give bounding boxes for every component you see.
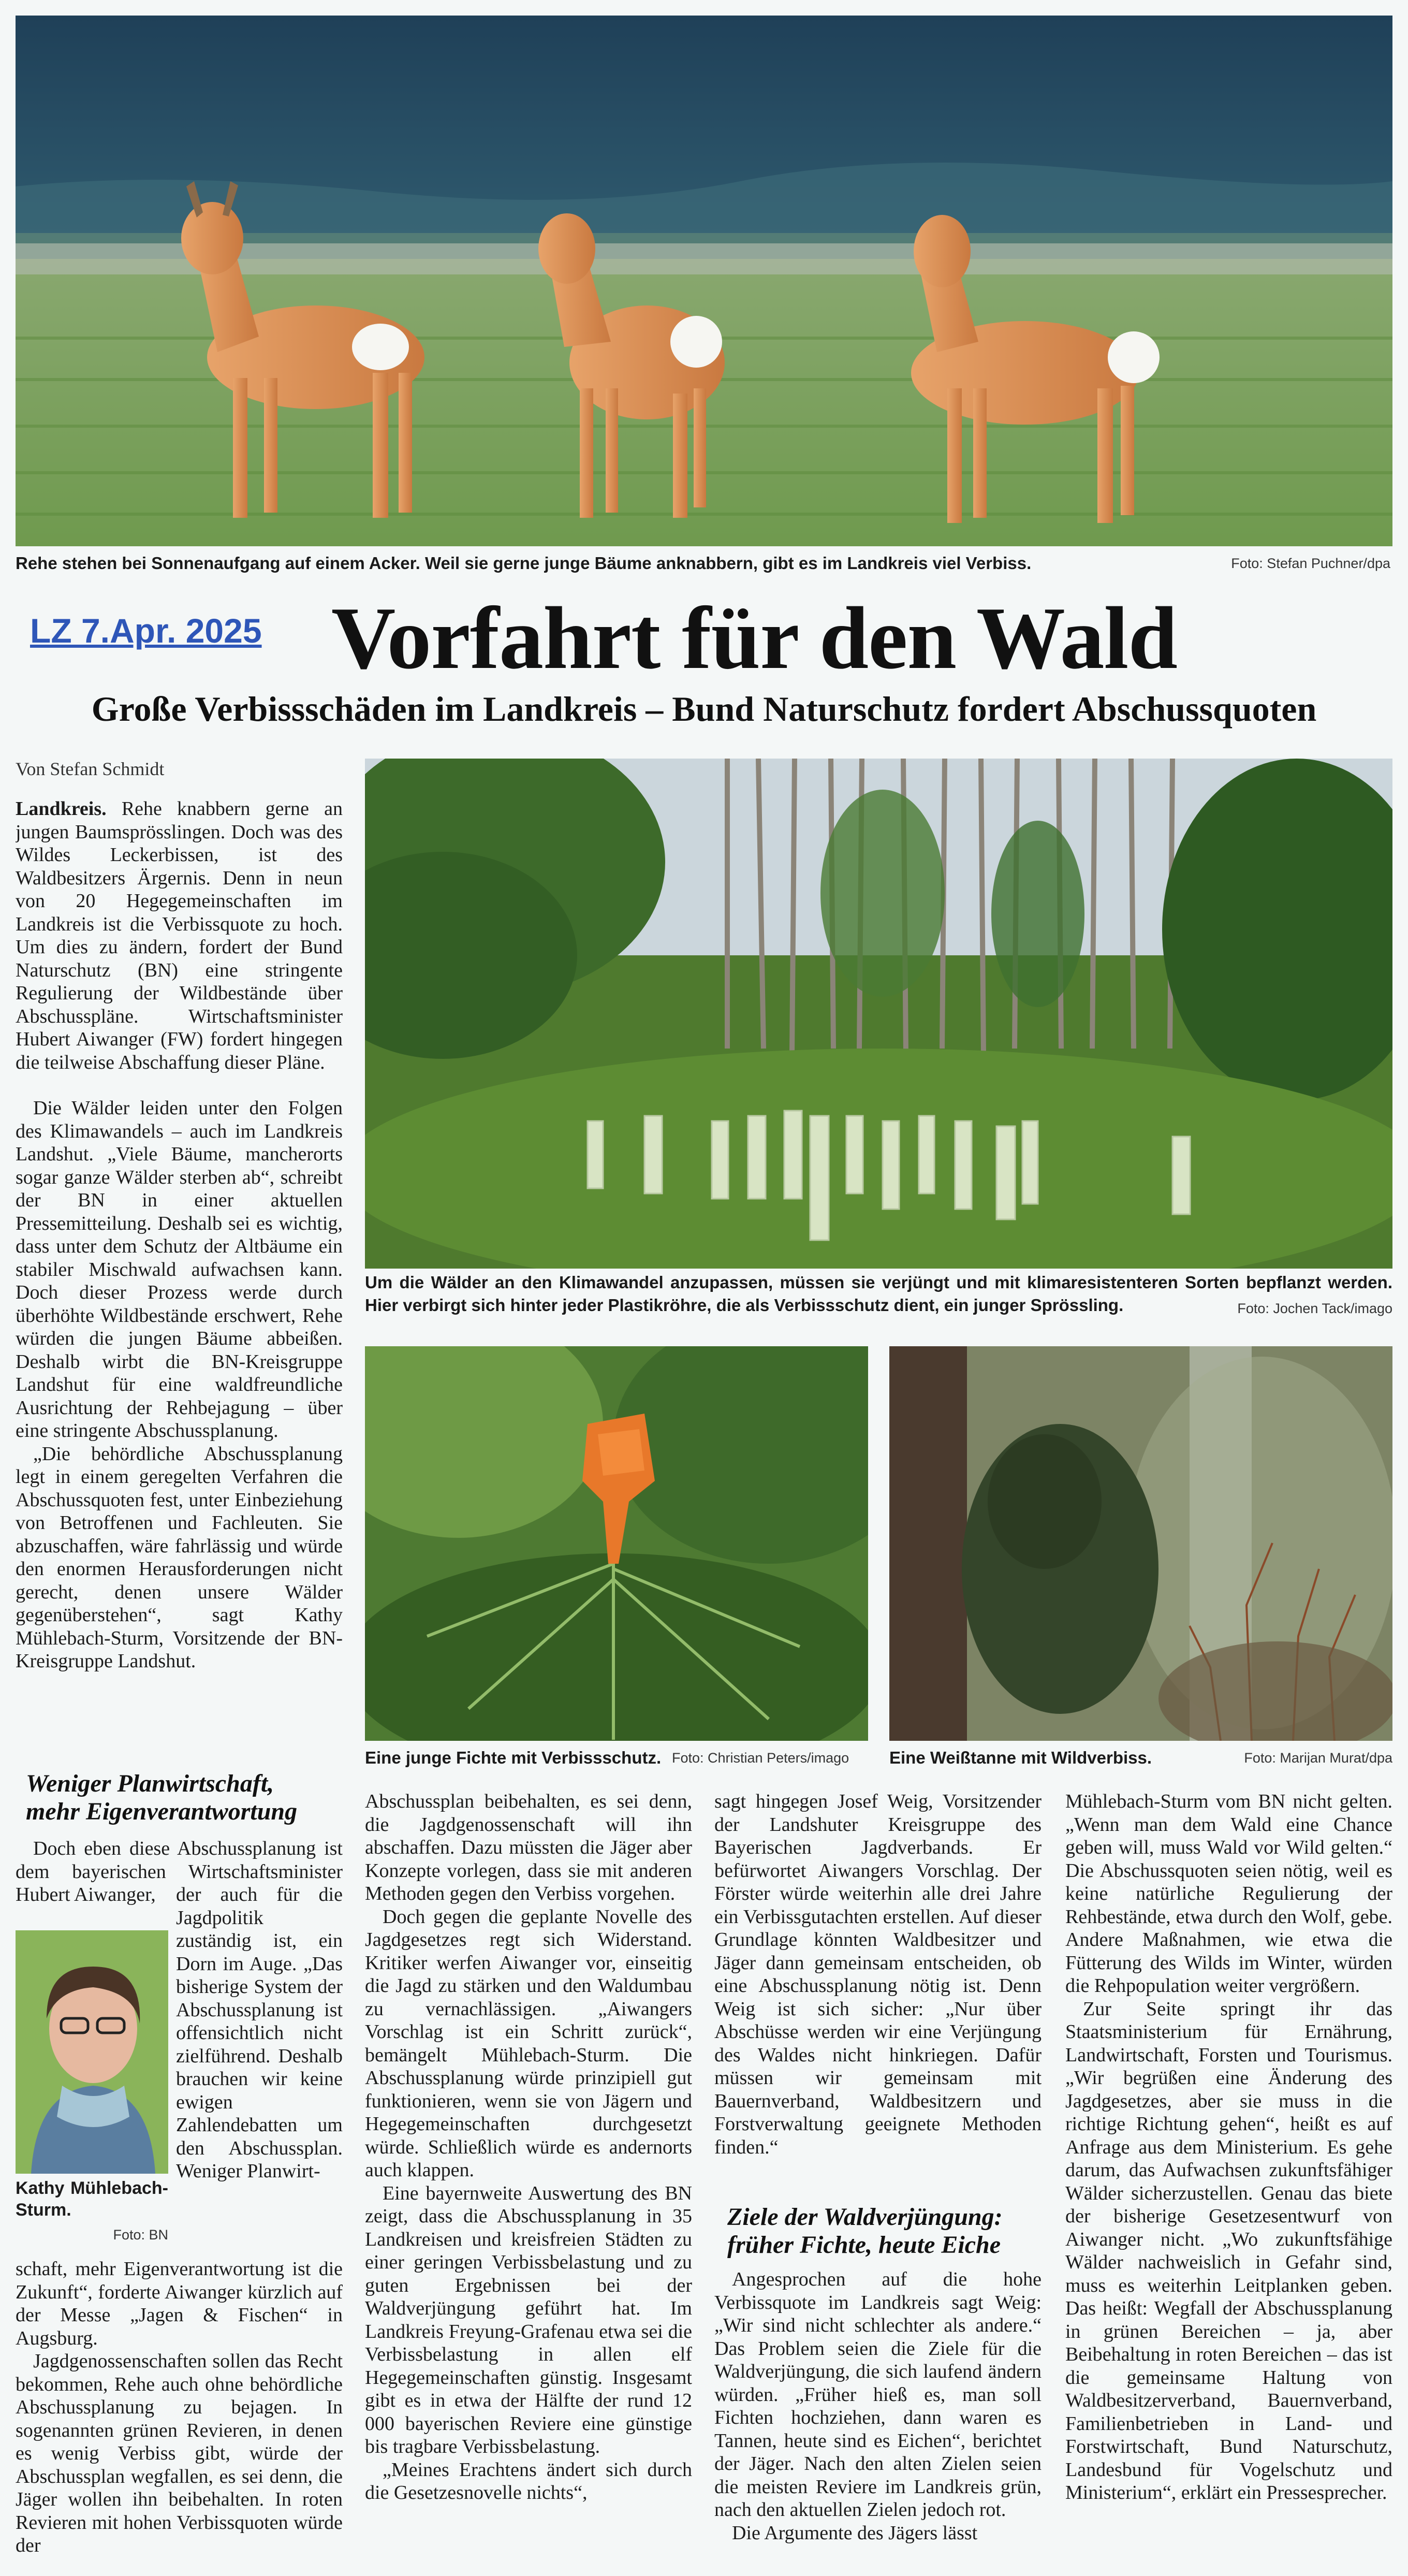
paragraph: Angesprochen auf die hohe Verbissquote im Landkreis sagt Weig: „Wir sind nicht schlechter als andere.“ Das Problem seien die Ziele für die Waldverjüngung, die sich laufend ändern würden. „Früher hieß es, man soll Fichten hochziehen, dann waren es Tannen, heute sind es Eichen“, berichtet der Jäger. Nach den alten Zielen seien die meisten Reviere im Landkreis grün, nach den aktuellen Zielen jedoch rot. [714,2268,1042,2521]
paragraph: der auch für die Jagdpolitik zuständig ist, ein Dorn im Auge. „Das bisherige System der Abschussplanung ist offensichtlich nicht zielführend. Deshalb brauchen wir keine ewigen Zahlendebatten um den Abschussplan. Weniger Planwirt- [176,1884,343,2182]
portrait-credit: Foto: BN [113,2227,168,2243]
spruce-photo-caption: Eine junge Fichte mit Verbissschutz. [365,1748,662,1767]
fir-photo-credit: Foto: Marijan Murat/dpa [1244,1750,1392,1766]
dateline: Landkreis. [16,798,107,820]
subheading-1: Weniger Planwirtschaft, mehr Eigenverantwortung [26,1770,298,1825]
date-stamp: LZ 7.Apr. 2025 [30,612,262,650]
forest-photo-credit: Foto: Jochen Tack/imago [1237,1301,1392,1316]
article-column-1-wrap [176,1883,343,2256]
paragraph: Zur Seite springt ihr das Staatsministerium für Ernährung, Landwirtschaft, Forsten und Tourismus. „Wir begrüßen eine Änderung des Jagdgesetzes, aber sie muss in die richtige Richtung gehen“, heißt es auf Anfrage aus dem Ministerium. Es gehe darum, das Aufwachsen zukunftsfähiger Wälder sicherzustellen. Genau das biete der bisherige Gesetzesentwurf von Aiwanger nicht. „Wo zukunftsfähige Wälder nachweislich in Gefahr sind, muss es weiterhin Leitplanken geben. Das heißt: Wegfall der Abschussplanung in grünen Bereichen – ja, aber Beibehaltung in roten Bereichen – das ist die gemeinsame Haltung von Waldbesitzerverband, Bauernverband, Familienbetrieben in Land- und Forstwirtschaft, Bund Naturschutz, Landesbund für Vogelschutz und Ministerium“, erklärt ein Pressesprecher. [1065,1998,1392,2504]
paragraph: Die Wälder leiden unter den Folgen des Klimawandels – auch im Landkreis Landshut. „Viele Bäume, mancherorts sogar ganze Wälder sterben ab“, schreibt der BN in einer aktuellen Pressemitteilung. Deshalb sei es wichtig, dass unter dem Schutz der Altbäume ein stabiler Mischwald aufwachsen kann. Doch dieser Prozess werde durch überhöhte Wildbestände erschwert, Rehe würden die jungen Bäume abbeißen. Deshalb wirbt die BN-Kreisgruppe Landshut für eine waldfreundliche Ausrichtung der Rehbejagung – über eine stringente Abschussplanung. [16,1097,343,1442]
article-column-1 [16,797,343,1750]
headline: Vorfahrt für den Wald [331,589,1177,688]
forest-photo [365,759,1392,1269]
deer-photo-credit: Foto: Stefan Puchner/dpa [1231,556,1390,571]
paragraph: Mühlebach-Sturm vom BN nicht gelten. „Wenn man dem Wald eine Chance geben will, muss Wald vor Wild gelten.“ Die Abschussquoten seien nötig, weil es keine natürliche Regulierung der Rehbestände, etwa durch den Wolf, gebe. Andere Maßnahmen, wie etwa die Fütterung des Wilds im Winter, würden die Rehpopulation weiter vergrößern. [1065,1791,1392,1997]
lead-paragraph: Landkreis. Rehe knabbern gerne an jungen Baumsprösslingen. Doch was des Wildes Leckerbissen, ist des Waldbesitzers Ärgernis. Denn in neun von 20 Hegegemeinschaften im Landkreis ist die Verbissquote zu hoch. Um dies zu ändern, fordert der Bund Naturschutz (BN) eine stringente Regulierung der Wildbestände über Abschusspläne. Wirtschaftsminister Hubert Aiwanger (FW) fordert hingegen die teilweise Abschaffung dieser Pläne. [16,798,343,1073]
spruce-photo-credit: Foto: Christian Peters/imago [672,1750,849,1766]
paragraph: Die Argumente des Jägers lässt [732,2522,978,2544]
spruce-photo [365,1346,868,1741]
paragraph: schaft, mehr Eigenverantwortung ist die Zukunft“, forderte Aiwanger kürzlich auf der Messe „Jagen & Fischen“ in Augsburg. [16,2258,343,2349]
paragraph: Doch gegen die geplante Novelle des Jagdgesetzes regt sich Widerstand. Kritiker werfen Aiwanger vor, einseitig die Jagd zu stärken und den Waldumbau zu vernachlässigen. „Aiwangers Vorschlag ist ein Schritt zurück“, bemängelt Mühlebach-Sturm. Die Abschussplanung würde prinzipiell gut funktionieren, wenn sie von Jägern und Hegegemeinschaften durchgesetzt würde. Schließlich würde es andernorts auch klappen. [365,1905,692,2181]
deer-photo [16,16,1392,546]
fir-photo [889,1346,1392,1741]
article-column-4 [1065,1790,1392,2567]
byline: Von Stefan Schmidt [16,759,165,779]
article-column-1-end [16,2258,343,2568]
portrait-photo [16,1930,168,2174]
paragraph: Doch eben diese Abschussplanung ist dem bayerischen Wirtschaftsminister Hubert Aiwanger, [16,1838,343,1905]
paragraph: „Die behördliche Abschussplanung legt in einem geregelten Verfahren die Abschussquoten fest, unter Einbeziehung von Betroffenen und Fachleuten. Sie abzuschaffen, wäre fahrlässig und würde den enormen Herausforderungen nicht gerecht, denen unsere Wälder gegenüberstehen“, sagt Kathy Mühlebach-Sturm, Vorsitzende der BN-Kreisgruppe Landshut. [16,1443,343,1672]
paragraph: Abschussplan beibehalten, es sei denn, die Jagdgenossenschaft will ihn abschaffen. Dazu müssten die Jäger aber Konzepte vorlegen, dass sie mit anderen Methoden gegen den Verbiss vorgehen. [365,1791,692,1904]
deer-photo-caption: Rehe stehen bei Sonnenaufgang auf einem Acker. Weil sie gerne junge Bäume anknabbern, gibt es im Landkreis viel Verbiss. [16,554,1032,573]
subheadline: Große Verbissschäden im Landkreis – Bund Naturschutz fordert Abschussquoten [91,689,1317,729]
paragraph: Jagdgenossenschaften sollen das Recht bekommen, Rehe auch ohne behördliche Abschussplanung zu bejagen. In sogenannten grünen Revieren, in denen es wenig Verbiss gibt, würde der Abschussplan wegfallen, es sei denn, die Jäger wollen ihn beibehalten. In roten Revieren mit hohen Verbissquoten würde der [16,2350,343,2556]
paragraph: Eine bayernweite Auswertung des BN zeigt, dass die Abschussplanung in 35 Landkreisen und kreisfreien Städten zu einer geringen Verbissbelastung und zu guten Ergebnissen bei der Waldverjüngung geführt hat. Im Landkreis Freyung-Grafenau etwa sei die Verbissbelastung in allen elf Hegegemeinschaften günstig. Insgesamt gibt es in etwa der Hälfte der rund 12 000 bayerischen Reviere eine günstige bis tragbare Verbissbelastung. [365,2182,692,2457]
paragraph: sagt hingegen Josef Weig, Vorsitzender der Landshuter Kreisgruppe des Bayerischen Jagdverbands. Er befürwortet Aiwangers Vorschlag. Der Förster würde weiterhin alle drei Jahre ein Verbissgutachten erstellen. Auf dieser Grundlage könnten Waldbesitzer und Jäger dann gemeinsam entscheiden, ob eine Abschussplanung nötig ist. Denn Weig ist sich sicher: „Nur über Abschüsse werden wir eine Verjüngung des Waldes nicht hinkriegen. Dafür müssen wir gemeinsam mit Bauernverband, Waldbesitzern und Forstverwaltung geeignete Methoden finden.“ [714,1791,1042,2158]
article-column-2 [365,1790,692,2567]
portrait-caption: Kathy Mühlebach-Sturm. Foto: BN [16,2177,168,2246]
article-column-3 [714,1790,1042,2184]
paragraph: „Meines Erachtens ändert sich durch die Gesetzesnovelle nichts“, [365,2458,692,2504]
forest-photo-caption: Um die Wälder an den Klimawandel anzupassen, müssen sie verjüngt und mit klimaresistenteren Sorten bepflanzt werden. Hier verbirgt sich hinter jeder Plastikröhre, die als Verbissschutz dient, ein junger Sprössling. Foto: Jochen Tack/imago [365,1271,1392,1320]
subheading-2: Ziele der Waldverjüngung: früher Fichte, heute Eiche [727,2203,1003,2259]
fir-photo-caption: Eine Weißtanne mit Wildverbiss. [889,1748,1152,1767]
article-column-3-bottom [714,2268,1042,2568]
